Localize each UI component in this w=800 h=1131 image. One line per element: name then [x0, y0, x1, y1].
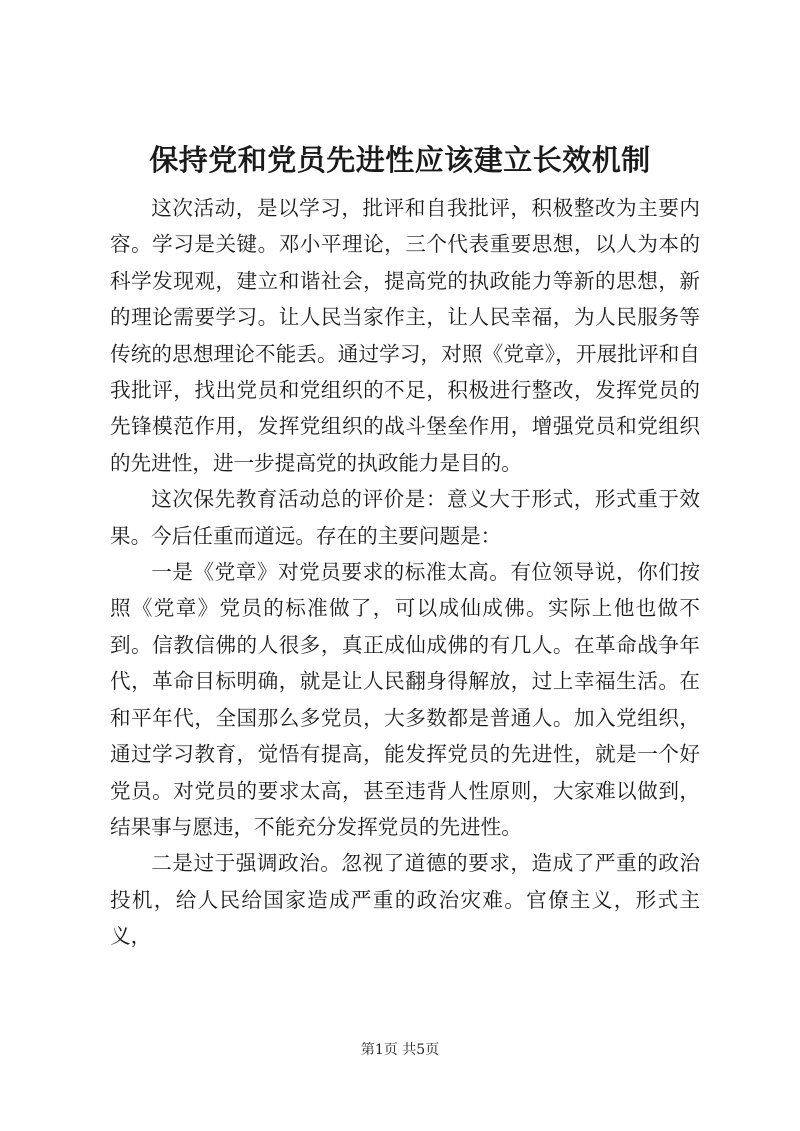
- paragraph-4: 二是过于强调政治。忽视了道德的要求，造成了严重的政治投机，给人民给国家造成严重的政治灾难。官僚主义，形式主义，: [110, 851, 700, 949]
- page-number-footer: 第1页 共5页: [360, 1042, 440, 1058]
- paragraph-1: 这次活动，是以学习，批评和自我批评，积极整改为主要内容。学习是关键。邓小平理论，三个代表重要思想，以人为本的科学发现观，建立和谐社会，提高党的执政能力等新的思想，新的理论需要学习。让人民当家作主，让人民幸福，为人民服务等传统的思想理论不能丢。通过学习，对照《党章》，开展批评和自我批评，找出党员和党组织的不足，积极进行整改，发挥党员的先锋模范作用，发挥党组织的战斗堡垒作用，增强党员和党组织的先进性，进一步提高党的执政能力是目的。: [110, 196, 700, 475]
- document-body: [110, 190, 700, 955]
- paragraph-2: 这次保先教育活动总的评价是：意义大于形式，形式重于效果。今后任重而道远。存在的主要问题是：: [110, 487, 700, 548]
- document-title: 保持党和党员先进性应该建立长效机制: [149, 143, 651, 177]
- paragraph-3: 一是《党章》对党员要求的标准太高。有位领导说，你们按照《党章》党员的标准做了，可以成仙成佛。实际上他也做不到。信教信佛的人很多，真正成仙成佛的有几人。在革命战争年代，革命目标明确，就是让人民翻身得解放，过上幸福生活。在和平年代，全国那么多党员，大多数都是普通人。加入党组织，通过学习教育，觉悟有提高，能发挥党员的先进性，就是一个好党员。对党员的要求太高，甚至违背人性原则，大家难以做到，结果事与愿违，不能充分发挥党员的先进性。: [110, 560, 700, 839]
